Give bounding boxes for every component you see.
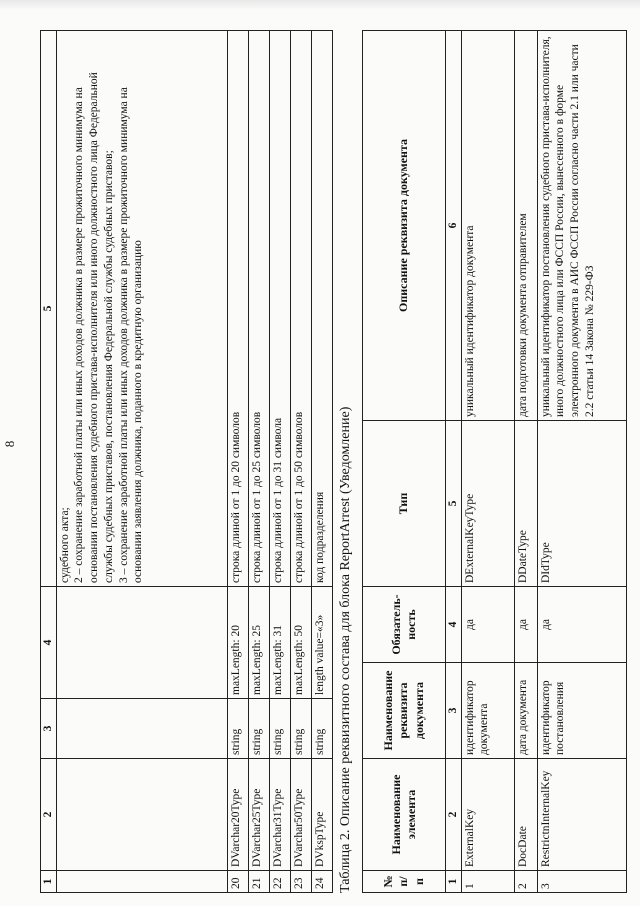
empty-cell (56, 587, 227, 699)
requisite-name: дата документа (514, 663, 537, 759)
restriction: maxLength: 31 (269, 587, 290, 699)
table-row (227, 31, 248, 893)
table2-column-numbers (446, 31, 462, 893)
table1-column-numbers (41, 31, 57, 893)
t2-col-num: 4 (446, 587, 462, 663)
table-2-title: Таблица 2. Описание реквизитного состава для блока ReportArrest (Уведомление) (338, 406, 353, 893)
type-description: строка длиной от 1 до 25 символов (248, 31, 269, 587)
empty-cell (56, 699, 227, 759)
element-type: DDateType (514, 421, 537, 587)
t2-col-num: 5 (446, 421, 462, 587)
empty-cell (56, 759, 227, 871)
row-number: 20 (227, 871, 248, 893)
element-type: DExternalKeyType (461, 421, 514, 587)
table2-header-row (363, 31, 446, 893)
element-name: RestrictnInternalKey (537, 759, 626, 871)
type-name: DVarchar31Type (269, 759, 290, 871)
table-row (56, 31, 227, 893)
rotated-content (40, 13, 600, 893)
element-name: DocDate (514, 759, 537, 871)
type-description: строка длиной от 1 до 50 символов (290, 31, 311, 587)
table-2-report-arrest (362, 30, 627, 893)
requisite-name: идентификатор документа (461, 663, 514, 759)
requisite-description: уникальный идентификатор постановления судебного пристава-исполнителя, иного должностного лица или ФССП России, вынесенного в форме электронного документа в АИС ФССП России согласно части 2.1 или части 2.2 статьи 14 Закона № 229-ФЗ (537, 31, 626, 421)
restriction: maxLength: 20 (227, 587, 248, 699)
requisite-description: уникальный идентификатор документа (461, 31, 514, 421)
t2-col-num: 2 (446, 759, 462, 871)
base-type: string (311, 699, 332, 759)
type-description: код подразделения (311, 31, 332, 587)
restriction: maxLength: 25 (248, 587, 269, 699)
page-number: 8 (2, 440, 17, 448)
type-name: DVkspType (311, 759, 332, 871)
element-name: ExternalKey (461, 759, 514, 871)
row-number: 24 (311, 871, 332, 893)
table-row (248, 31, 269, 893)
t2-col-num: 3 (446, 663, 462, 759)
t2-col-num: 6 (446, 31, 462, 421)
base-type: string (227, 699, 248, 759)
t1-col-num: 4 (41, 587, 57, 699)
type-name: DVarchar25Type (248, 759, 269, 871)
table-1-continuation (40, 30, 333, 893)
table-row (290, 31, 311, 893)
t1-col-num: 3 (41, 699, 57, 759)
t1-col-num: 1 (41, 871, 57, 893)
required-flag: да (537, 587, 626, 663)
type-name: DVarchar20Type (227, 759, 248, 871)
table-row (311, 31, 332, 893)
header-element-name: Наименование элемента (363, 759, 446, 871)
required-flag: да (461, 587, 514, 663)
type-description: строка длиной от 1 до 31 символа (269, 31, 290, 587)
empty-cell (56, 871, 227, 893)
header-type: Тип (363, 421, 446, 587)
type-name: DVarchar50Type (290, 759, 311, 871)
continuation-description: судебного акта; 2 – сохранение заработной платы или иных доходов должника в размере прожиточного минимума на основании постановления судебного пристава-исполнителя или иного должностного лица Федеральной службы судебных приставов, постановления Федеральной службы судебных приставов; 3 – сохранение заработной платы или иных доходов должника в размере прожиточного минимума на основании заявления должника, поданного в кредитную организацию (56, 31, 227, 587)
header-description: Описание реквизита документа (363, 31, 446, 421)
element-type: DIdType (537, 421, 626, 587)
row-number: 23 (290, 871, 311, 893)
row-number: 3 (537, 871, 626, 893)
row-number: 22 (269, 871, 290, 893)
requisite-name: идентификатор постановления (537, 663, 626, 759)
t2-col-num: 1 (446, 871, 462, 893)
row-number: 21 (248, 871, 269, 893)
table-row (514, 31, 537, 893)
base-type: string (269, 699, 290, 759)
base-type: string (290, 699, 311, 759)
restriction: length value=«3» (311, 587, 332, 699)
table-row (537, 31, 626, 893)
table-row (461, 31, 514, 893)
header-requisite-name: Наименование реквизита документа (363, 663, 446, 759)
table-row (269, 31, 290, 893)
type-description: строка длиной от 1 до 20 символов (227, 31, 248, 587)
restriction: maxLength: 50 (290, 587, 311, 699)
row-number: 2 (514, 871, 537, 893)
scan-edge (0, 0, 640, 10)
row-number: 1 (461, 871, 514, 893)
base-type: string (248, 699, 269, 759)
requisite-description: дата подготовки документа отправителем (514, 31, 537, 421)
t1-col-num: 2 (41, 759, 57, 871)
header-required: Обязатель-ность (363, 587, 446, 663)
required-flag: да (514, 587, 537, 663)
header-number: № п/п (363, 871, 446, 893)
t1-col-num: 5 (41, 31, 57, 587)
